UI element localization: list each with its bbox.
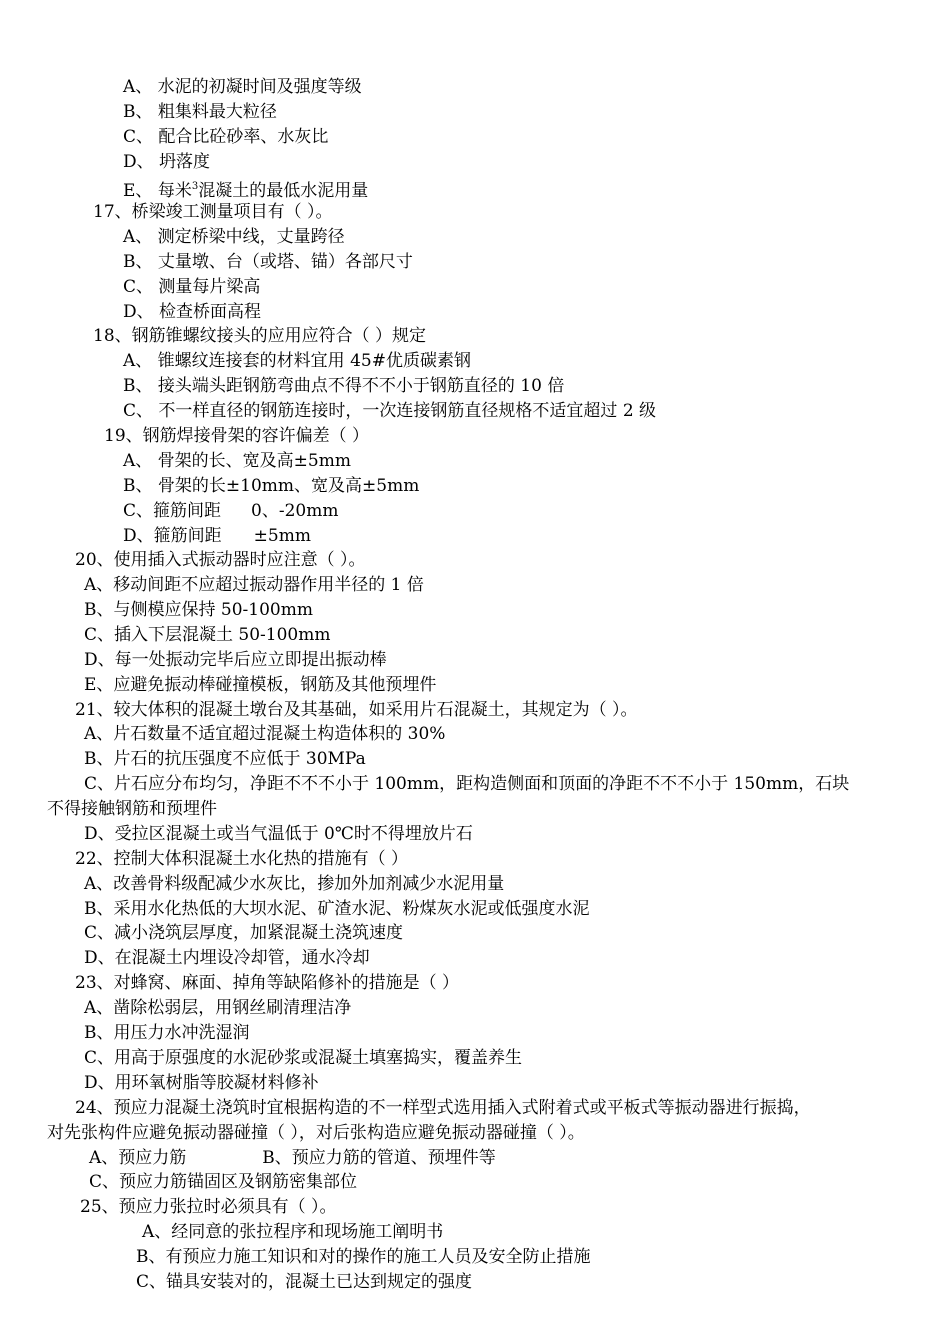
q17-option-d: D、 检查桥面高程 bbox=[123, 302, 262, 322]
q16-option-b: B、 粗集料最大粒径 bbox=[123, 102, 277, 122]
q17-option-b: B、 丈量墩、台（或塔、锚）各部尺寸 bbox=[123, 252, 413, 272]
q24-option-b: B、预应力筋的管道、预埋件等 bbox=[262, 1148, 496, 1168]
q20-option-e: E、应避免振动棒碰撞模板，钢筋及其他预埋件 bbox=[84, 675, 437, 695]
q22-stem: 22、控制大体积混凝土水化热的措施有（ ） bbox=[75, 849, 409, 869]
q24-stem-line1: 24、预应力混凝土浇筑时宜根据构造的不一样型式选用插入式附着式或平板式等振动器进行振捣， bbox=[75, 1098, 811, 1118]
q16-option-e-suffix: 混凝土的最低水泥用量 bbox=[198, 181, 369, 201]
q16-option-e bbox=[123, 175, 368, 203]
q21-option-b: B、片石的抗压强度不应低于 30MPa bbox=[84, 749, 366, 769]
q23-stem: 23、对蜂窝、麻面、掉角等缺陷修补的措施是（ ） bbox=[75, 973, 460, 993]
q22-option-c: C、减小浇筑层厚度，加紧混凝土浇筑速度 bbox=[84, 923, 404, 943]
q20-stem: 20、使用插入式振动器时应注意（ ）。 bbox=[75, 550, 366, 570]
q17-option-a: A、 测定桥梁中线，丈量跨径 bbox=[123, 227, 345, 247]
q24-stem-line2: 对先张构件应避免振动器碰撞（ ），对后张构造应避免振动器碰撞（ ）。 bbox=[47, 1123, 585, 1143]
q23-option-b: B、用压力水冲洗湿润 bbox=[84, 1023, 250, 1043]
q19-option-c bbox=[123, 499, 338, 523]
q20-option-c: C、插入下层混凝土 50-100mm bbox=[84, 625, 331, 645]
q19-option-a: A、 骨架的长、宽及高±5mm bbox=[123, 451, 351, 471]
q18-stem: 18、钢筋锥螺纹接头的应用应符合（ ）规定 bbox=[93, 326, 427, 346]
q19-option-b: B、 骨架的长±10mm、宽及高±5mm bbox=[123, 476, 420, 496]
q24-options-ab bbox=[89, 1146, 496, 1170]
q18-option-b: B、 接头端头距钢筋弯曲点不得不不小于钢筋直径的 10 倍 bbox=[123, 376, 565, 396]
q17-stem: 17、桥梁竣工测量项目有（ ）。 bbox=[93, 202, 333, 222]
q19-option-c-value: 0、-20mm bbox=[251, 501, 339, 521]
q18-option-a: A、 锥螺纹连接套的材料宜用 45#优质碳素钢 bbox=[123, 351, 471, 371]
q16-option-c: C、 配合比砼砂率、水灰比 bbox=[123, 127, 329, 147]
q23-option-c: C、用高于原强度的水泥砂浆或混凝土填塞捣实，覆盖养生 bbox=[84, 1048, 523, 1068]
q22-option-a: A、改善骨料级配减少水灰比，掺加外加剂减少水泥用量 bbox=[84, 874, 505, 894]
q23-option-a: A、凿除松弱层，用钢丝刷清理洁净 bbox=[84, 998, 352, 1018]
q16-option-a: A、 水泥的初凝时间及强度等级 bbox=[123, 77, 362, 97]
q20-option-b: B、与侧模应保持 50-100mm bbox=[84, 600, 313, 620]
q25-option-c: C、锚具安装对的，混凝土已达到规定的强度 bbox=[136, 1272, 473, 1292]
q16-option-d: D、 坍落度 bbox=[123, 152, 211, 172]
q19-option-d bbox=[123, 524, 311, 548]
q19-option-d-value: ±5mm bbox=[253, 526, 311, 546]
q22-option-d: D、在混凝土内埋设冷却管，通水冷却 bbox=[84, 948, 370, 968]
q17-option-c: C、 测量每片梁高 bbox=[123, 277, 261, 297]
q20-option-a: A、移动间距不应超过振动器作用半径的 1 倍 bbox=[84, 575, 424, 595]
q20-option-d: D、每一处振动完毕后应立即提出振动棒 bbox=[84, 650, 387, 670]
q25-stem: 25、预应力张拉时必须具有（ ）。 bbox=[80, 1197, 337, 1217]
q21-option-c-line1: C、片石应分布均匀，净距不不不小于 100mm，距构造侧面和顶面的净距不不不小于 150mm，石块 bbox=[84, 774, 850, 794]
q25-option-b: B、有预应力施工知识和对的操作的施工人员及安全防止措施 bbox=[136, 1247, 591, 1267]
q21-stem: 21、较大体积的混凝土墩台及其基础，如采用片石混凝土，其规定为（ ）。 bbox=[75, 700, 638, 720]
q19-option-c-label: C、箍筋间距 bbox=[123, 501, 222, 521]
q24-option-a: A、预应力筋 bbox=[89, 1148, 187, 1168]
superscript-3: 3 bbox=[191, 181, 199, 192]
q25-option-a: A、经同意的张拉程序和现场施工阐明书 bbox=[142, 1222, 444, 1242]
q24-option-c: C、预应力筋锚固区及钢筋密集部位 bbox=[89, 1172, 358, 1192]
q19-option-d-label: D、箍筋间距 bbox=[123, 526, 222, 546]
q19-stem: 19、钢筋焊接骨架的容许偏差（ ） bbox=[104, 426, 370, 446]
q23-option-d: D、用环氧树脂等胶凝材料修补 bbox=[84, 1073, 319, 1093]
q16-option-e-prefix: E、 每米 bbox=[123, 181, 192, 201]
q21-option-c-line2: 不得接触钢筋和预埋件 bbox=[47, 799, 217, 819]
q21-option-a: A、片石数量不适宜超过混凝土构造体积的 30% bbox=[84, 724, 446, 744]
q22-option-b: B、采用水化热低的大坝水泥、矿渣水泥、粉煤灰水泥或低强度水泥 bbox=[84, 899, 590, 919]
q21-option-d: D、受拉区混凝土或当气温低于 0℃时不得埋放片石 bbox=[84, 824, 473, 844]
q18-option-c: C、 不一样直径的钢筋连接时，一次连接钢筋直径规格不适宜超过 2 级 bbox=[123, 401, 657, 421]
